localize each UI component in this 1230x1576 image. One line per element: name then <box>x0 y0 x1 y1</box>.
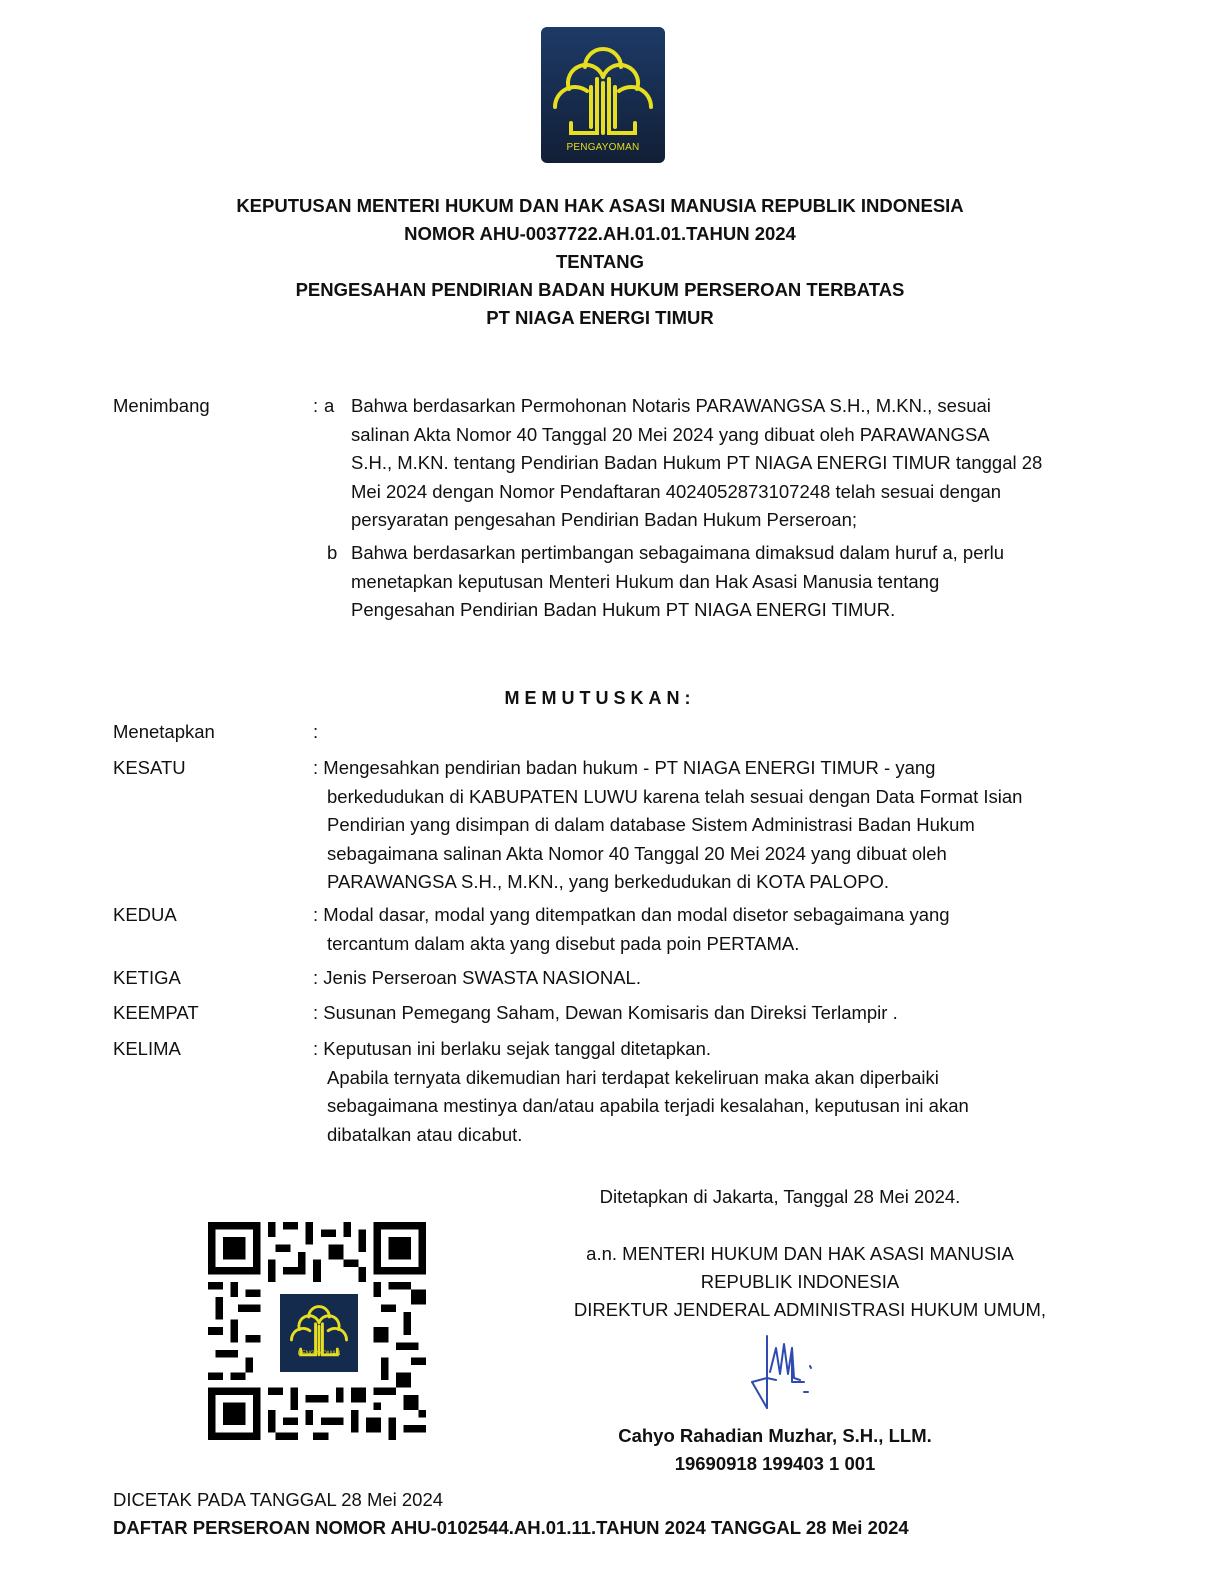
text-line: : Mengesahkan pendirian badan hukum - PT NIAGA ENERGI TIMUR - yang <box>313 757 936 778</box>
kesatu-text <box>313 754 1093 897</box>
keempat-text <box>313 999 1093 1028</box>
menimbang-marker-b: b <box>327 542 338 563</box>
signature-image <box>740 1330 830 1415</box>
signatory-name: Cahyo Rahadian Muzhar, S.H., LLM. <box>618 1425 932 1446</box>
menimbang-item-a <box>351 392 1111 535</box>
decree-number: NOMOR AHU-0037722.AH.01.01.TAHUN 2024 <box>404 223 796 244</box>
text-line: : Jenis Perseroan SWASTA NASIONAL. <box>313 967 641 988</box>
text-line: menetapkan keputusan Menteri Hukum dan Hak Asasi Manusia tentang <box>351 570 940 592</box>
logo-label: PENGAYOMAN <box>566 142 640 153</box>
qr-center-logo <box>278 1292 360 1374</box>
company-register-number: DAFTAR PERSEROAN NOMOR AHU-0102544.AH.01.11.TAHUN 2024 TANGGAL 28 Mei 2024 <box>113 1517 909 1538</box>
kelima-label: KELIMA <box>113 1038 181 1059</box>
qr-logo-label: PENGAYOMAN <box>297 1351 341 1357</box>
text-line: Pengesahan Pendirian Badan Hukum PT NIAGA ENERGI TIMUR. <box>351 599 896 620</box>
menimbang-colon: : <box>313 395 319 416</box>
decree-subject: PENGESAHAN PENDIRIAN BADAN HUKUM PERSEROAN TERBATAS <box>295 279 905 300</box>
text-line: PARAWANGSA S.H., M.KN., yang berkedudukan di KOTA PALOPO. <box>327 871 890 892</box>
ketiga-label: KETIGA <box>113 967 181 988</box>
text-line: Bahwa berdasarkan Permohonan Notaris PARAWANGSA S.H., M.KN., sesuai <box>351 395 991 416</box>
text-line: Mei 2024 dengan Nomor Pendaftaran 4024052873107248 telah sesuai dengan <box>351 480 1002 502</box>
printed-date: DICETAK PADA TANGGAL 28 Mei 2024 <box>113 1489 444 1510</box>
pengayoman-logo <box>541 27 665 163</box>
menetapkan-label: Menetapkan <box>113 721 215 742</box>
pengayoman-tree-icon <box>280 1294 358 1372</box>
text-line: Apabila ternyata dikemudian hari terdapat kekeliruan maka akan diperbaiki <box>327 1066 939 1088</box>
text-line: S.H., M.KN. tentang Pendirian Badan Hukum PT NIAGA ENERGI TIMUR tanggal 28 <box>351 452 1043 473</box>
signatory-nip: 19690918 199403 1 001 <box>674 1453 876 1474</box>
memutuskan-heading: MEMUTUSKAN: <box>504 688 696 708</box>
text-line: tercantum dalam akta yang disebut pada poin PERTAMA. <box>327 932 800 954</box>
kedua-label: KEDUA <box>113 904 177 925</box>
menimbang-marker-a: a <box>324 395 335 416</box>
text-line: berkedudukan di KABUPATEN LUWU karena telah sesuai dengan Data Format Isian <box>327 785 1023 807</box>
signatory-position: DIREKTUR JENDERAL ADMINISTRASI HUKUM UMUM, <box>573 1299 1047 1320</box>
text-line: salinan Akta Nomor 40 Tanggal 20 Mei 2024 yang dibuat oleh PARAWANGSA <box>351 423 990 445</box>
text-line: Pendirian yang disimpan di dalam database Sistem Administrasi Badan Hukum <box>327 814 975 835</box>
kelima-text <box>313 1035 1093 1149</box>
text-line: : Modal dasar, modal yang ditempatkan dan modal disetor sebagaimana yang <box>313 904 950 925</box>
qr-code <box>208 1222 426 1440</box>
decree-about: TENTANG <box>555 251 645 272</box>
kesatu-label: KESATU <box>113 757 186 778</box>
text-line: : Keputusan ini berlaku sejak tanggal ditetapkan. <box>313 1038 712 1059</box>
kedua-text <box>313 901 1093 958</box>
text-line: persyaratan pengesahan Pendirian Badan Hukum Perseroan; <box>351 509 857 530</box>
text-line: : Susunan Pemegang Saham, Dewan Komisaris dan Direksi Terlampir . <box>313 1002 898 1023</box>
menimbang-label: Menimbang <box>113 395 210 416</box>
on-behalf-line-1: a.n. MENTERI HUKUM DAN HAK ASASI MANUSIA <box>586 1243 1014 1264</box>
text-line: sebagaimana salinan Akta Nomor 40 Tanggal 20 Mei 2024 yang dibuat oleh <box>327 842 947 864</box>
text-line: Bahwa berdasarkan pertimbangan sebagaimana dimaksud dalam huruf a, perlu <box>351 542 1005 563</box>
place-date: Ditetapkan di Jakarta, Tanggal 28 Mei 2024. <box>599 1186 961 1207</box>
company-name: PT NIAGA ENERGI TIMUR <box>486 307 714 328</box>
menimbang-item-b <box>351 539 1111 625</box>
menetapkan-colon: : <box>313 721 319 742</box>
text-line: dibatalkan atau dicabut. <box>327 1123 523 1145</box>
text-line: sebagaimana mestinya dan/atau apabila terjadi kesalahan, keputusan ini akan <box>327 1095 969 1116</box>
keempat-label: KEEMPAT <box>113 1002 199 1023</box>
decree-title: KEPUTUSAN MENTERI HUKUM DAN HAK ASASI MANUSIA REPUBLIK INDONESIA <box>236 195 964 216</box>
on-behalf-line-2: REPUBLIK INDONESIA <box>700 1271 900 1292</box>
ketiga-text <box>313 964 1093 993</box>
